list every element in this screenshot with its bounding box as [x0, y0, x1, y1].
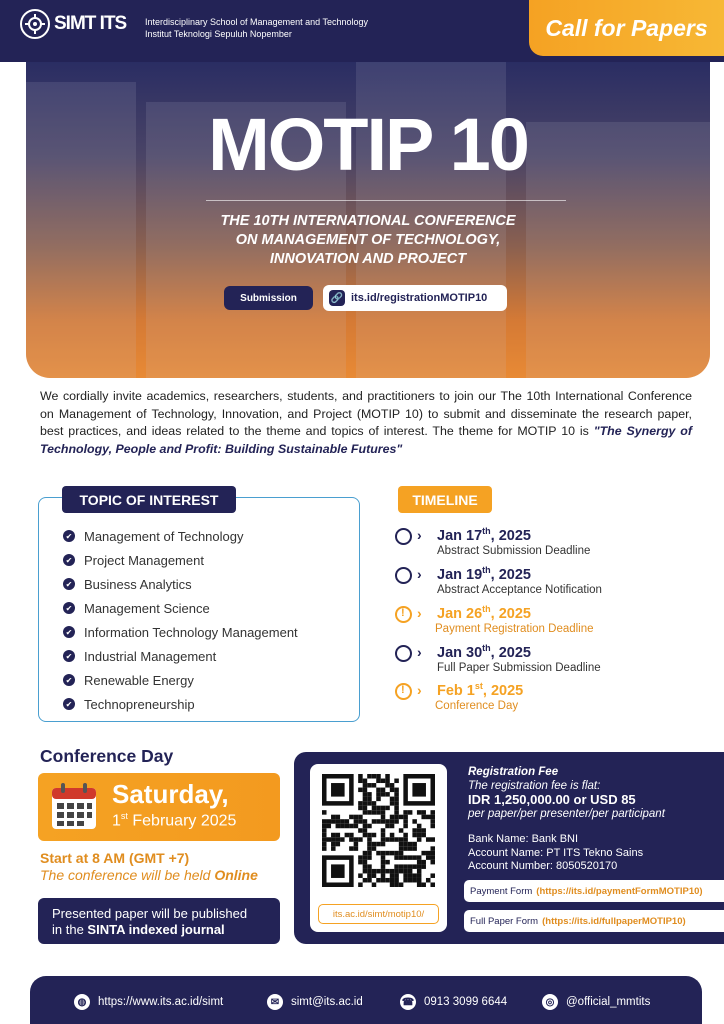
topic-label: Information Technology Management — [84, 624, 298, 640]
footer-phone[interactable]: ☎ 0913 3099 6644 — [401, 996, 508, 1008]
qr-card — [310, 764, 447, 932]
topic-item — [63, 620, 298, 644]
alert-icon — [395, 606, 412, 623]
topic-heading: TOPIC OF INTEREST — [62, 486, 236, 513]
topic-list — [63, 524, 298, 716]
timeline-date: Jan 26th, 2025 — [437, 604, 531, 622]
publication-line2: in the SINTA indexed journal — [52, 922, 225, 937]
timeline-heading: TIMELINE — [398, 486, 492, 513]
topic-item — [63, 596, 298, 620]
logo-text: SIMT ITS — [54, 13, 127, 34]
payment-form-label: Payment Form — [470, 885, 533, 897]
topic-label: Renewable Energy — [84, 672, 194, 688]
chevron-right-icon: › — [417, 566, 422, 582]
topic-label: Technopreneurship — [84, 696, 195, 712]
conference-date-box — [38, 773, 280, 841]
link-icon: 🔗 — [329, 290, 345, 306]
conference-day-heading: Conference Day — [40, 746, 174, 766]
timeline-desc: Abstract Acceptance Notification — [437, 584, 602, 596]
timeline-desc: Abstract Submission Deadline — [437, 545, 591, 557]
qr-url[interactable]: its.ac.id/simt/motip10/ — [318, 904, 439, 924]
check-icon: ✔ — [63, 650, 75, 662]
footer-bar — [30, 976, 702, 1024]
subtitle-line1: THE 10TH INTERNATIONAL CONFERENCE — [220, 213, 516, 229]
topic-item — [63, 572, 298, 596]
publication-line1: Presented paper will be published — [52, 906, 248, 921]
phone-icon: ☎ — [400, 994, 416, 1010]
topic-label: Project Management — [84, 552, 204, 568]
submission-link[interactable] — [323, 285, 507, 311]
subtitle-line3: INNOVATION AND PROJECT — [269, 251, 467, 267]
submission-label: Submission — [224, 286, 313, 310]
payment-form-url[interactable]: (https://its.id/paymentFormMOTIP10) — [536, 885, 703, 897]
institution-line1: Interdisciplinary School of Management and Technology — [145, 17, 368, 27]
timeline-desc: Conference Day — [435, 700, 519, 712]
mail-icon: ✉ — [267, 994, 283, 1010]
footer-website[interactable]: ◍ https://www.its.ac.id/simt — [74, 994, 223, 1010]
fullpaper-form-link[interactable] — [464, 910, 724, 932]
topic-item — [63, 692, 298, 716]
topic-item — [63, 668, 298, 692]
submission-url[interactable]: its.id/registrationMOTIP10 — [351, 292, 488, 304]
topic-item — [63, 644, 298, 668]
simt-logo — [20, 9, 126, 39]
check-icon: ✔ — [63, 554, 75, 566]
chevron-right-icon: › — [417, 527, 422, 543]
footer-email[interactable]: ✉ simt@its.ac.id — [267, 994, 363, 1010]
account-name: Account Name: PT ITS Tekno Sains — [468, 846, 644, 859]
subtitle-line2: ON MANAGEMENT OF TECHNOLOGY, — [235, 232, 501, 248]
alert-icon — [395, 683, 412, 700]
timeline-date: Jan 19th, 2025 — [437, 565, 531, 583]
instagram-icon: ◎ — [542, 994, 558, 1010]
bank-details — [468, 833, 643, 874]
title-divider — [206, 200, 566, 201]
fullpaper-form-label: Full Paper Form — [470, 915, 539, 927]
timeline-date: Jan 30th, 2025 — [437, 643, 531, 661]
topic-item — [63, 548, 298, 572]
chevron-right-icon: › — [417, 682, 422, 698]
check-icon: ✔ — [63, 626, 75, 638]
registration-flat: The registration fee is flat: — [468, 780, 601, 792]
institution-line2: Institut Teknologi Sepuluh Nopember — [145, 29, 292, 39]
topic-label: Management Science — [84, 600, 210, 616]
timeline-date: Feb 1st, 2025 — [437, 681, 524, 699]
calendar-icon — [51, 782, 97, 830]
check-icon: ✔ — [63, 602, 75, 614]
timeline-circle-icon — [395, 645, 412, 662]
fullpaper-form-url[interactable]: (https://its.id/fullpaperMOTIP10) — [542, 915, 686, 927]
registration-title: Registration Fee — [468, 766, 559, 778]
conference-theme: "The Synergy of Technology, People and Profit: Building Sustainable Futures" — [40, 424, 692, 456]
globe-icon: ◍ — [74, 994, 90, 1010]
topic-label: Business Analytics — [84, 576, 192, 592]
online-note: The conference will be held Online — [40, 867, 258, 883]
qr-code-icon[interactable] — [322, 774, 435, 887]
topic-label: Management of Technology — [84, 528, 244, 544]
timeline-desc: Full Paper Submission Deadline — [437, 662, 601, 674]
topic-label: Industrial Management — [84, 648, 217, 664]
topic-item — [63, 524, 298, 548]
intro-text: We cordially invite academics, researchers, students, and practitioners to join our The 10th International Conference on Management of Technology, Innovation, and Project (MOTIP 10) to submit and disseminate the research paper, best practices, and ideas related to the theme and topics of interest. The theme for MOTIP 10 is — [40, 389, 692, 438]
check-icon: ✔ — [63, 698, 75, 710]
intro-paragraph — [40, 388, 692, 458]
timeline-date: Jan 17th, 2025 — [437, 526, 531, 544]
check-icon: ✔ — [63, 530, 75, 542]
conference-weekday: Saturday, — [112, 779, 229, 809]
start-time: Start at 8 AM (GMT +7) — [40, 850, 190, 866]
registration-panel — [294, 752, 724, 944]
registration-fee — [468, 765, 665, 821]
timeline-circle-icon — [395, 528, 412, 545]
timeline-circle-icon — [395, 567, 412, 584]
call-for-papers-badge: Call for Papers — [529, 0, 724, 56]
chevron-right-icon: › — [417, 605, 422, 621]
hero-banner — [26, 62, 710, 378]
check-icon: ✔ — [63, 578, 75, 590]
registration-price: IDR 1,250,000.00 or USD 85 — [468, 792, 636, 807]
account-number: Account Number: 8050520170 — [468, 860, 618, 872]
timeline-desc: Payment Registration Deadline — [435, 623, 594, 635]
check-icon: ✔ — [63, 674, 75, 686]
institution-name — [145, 16, 368, 40]
registration-per: per paper/per presenter/per participant — [468, 808, 665, 820]
chevron-right-icon: › — [417, 644, 422, 660]
publication-note — [38, 898, 280, 944]
conference-date: 1st February 2025 — [112, 811, 237, 830]
bank-name: Bank Name: Bank BNI — [468, 833, 579, 845]
its-emblem-icon — [20, 9, 50, 39]
conference-subtitle — [26, 212, 710, 269]
payment-form-link[interactable] — [464, 880, 724, 902]
conference-title: MOTIP 10 — [208, 103, 528, 186]
footer-instagram[interactable]: ◎ @official_mmtits — [542, 994, 650, 1010]
